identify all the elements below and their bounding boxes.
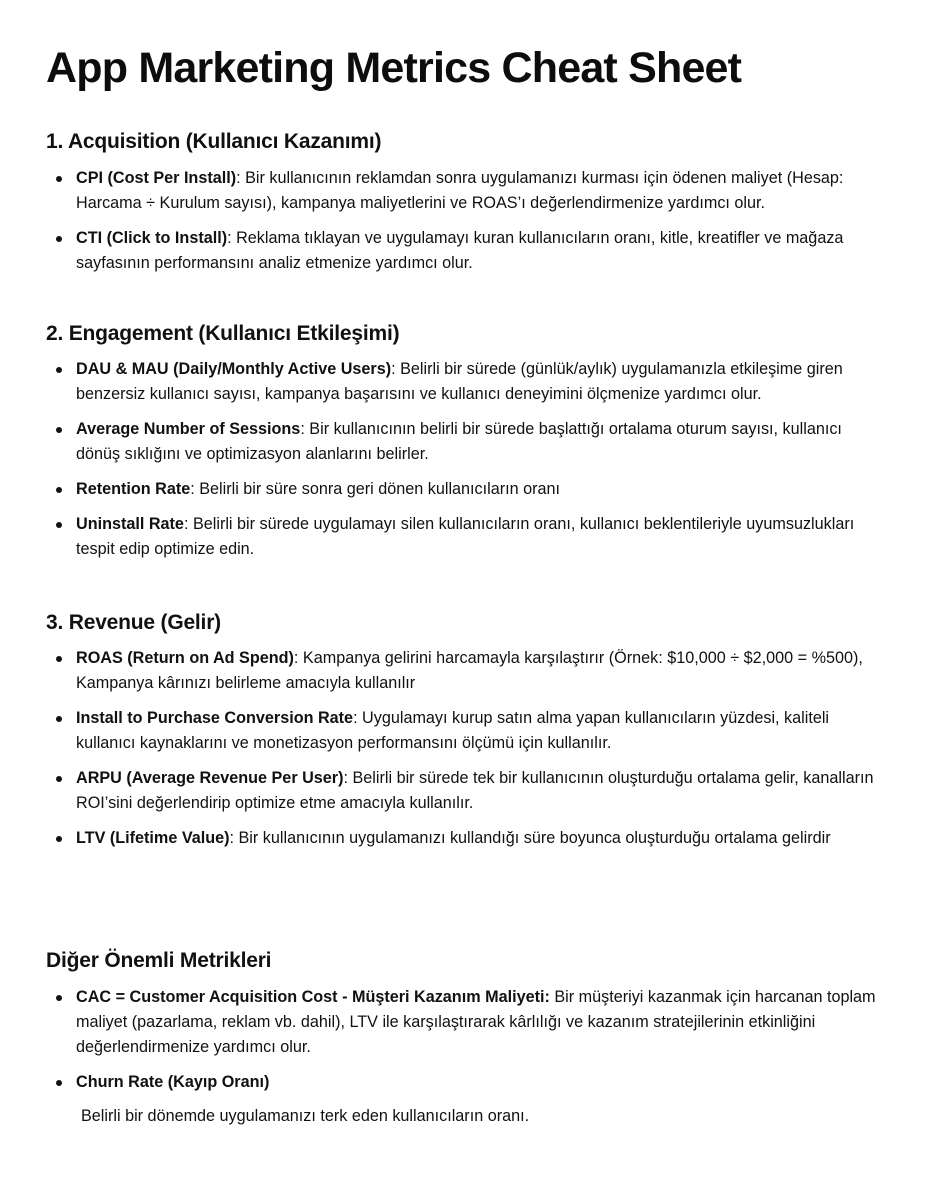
metric-description: : Bir kullanıcının uygulamanızı kullandığı süre boyunca oluşturduğu ortalama gelirdir — [229, 829, 831, 847]
metric-term: Retention Rate — [76, 480, 191, 498]
list-item — [46, 646, 876, 696]
engagement-list — [46, 357, 876, 572]
metric-description: Bir müşteriyi kazanmak için harcanan toplam maliyet (pazarlama, reklam vb. dahil), LTV ile karşılaştırarak kârlılığı ve kazanım stratejilerinin etkinliğini değerlendirmenize yardımcı olur. — [76, 988, 876, 1056]
metric-term: CTI (Click to Install) — [76, 229, 228, 247]
metric-description: : Kampanya gelirini harcamayla karşılaştırır (Örnek: $10,000 ÷ $2,000 = %500), Kampanya kârınızı belirleme amacıyla kullanılır — [76, 649, 863, 692]
revenue-list — [46, 646, 876, 861]
section-heading-engagement: 2. Engagement (Kullanıcı Etkileşimi) — [46, 322, 400, 345]
metric-term: LTV (Lifetime Value) — [76, 829, 230, 847]
acquisition-list — [46, 166, 876, 286]
metric-term: Install to Purchase Conversion Rate — [76, 709, 354, 727]
list-item — [46, 1070, 876, 1095]
metric-description: : Reklama tıklayan ve uygulamayı kuran kullanıcıların oranı, kitle, kreatifler ve mağaza sayfasının performansını analiz etmenize yardımcı olur. — [76, 229, 844, 272]
metric-description: : Belirli bir sürede (günlük/aylık) uygulamanızla etkileşime giren benzersiz kullanıcı sayısı, kampanya başarısını ve kullanıcı deneyimini ölçmenize yardımcı olur. — [76, 360, 843, 403]
metric-term: Uninstall Rate — [76, 515, 184, 533]
metric-term: DAU & MAU (Daily/Monthly Active Users) — [76, 360, 392, 378]
section-heading-acquisition: 1. Acquisition (Kullanıcı Kazanımı) — [46, 130, 382, 153]
list-item — [46, 477, 876, 502]
metric-description: : Bir kullanıcının belirli bir sürede başlattığı ortalama oturum sayısı, kullanıcı dönüş sıklığını ve optimizasyon alanlarını belirler. — [76, 420, 842, 463]
metric-term: Average Number of Sessions — [76, 420, 301, 438]
list-item — [46, 766, 876, 816]
metric-description: : Uygulamayı kurup satın alma yapan kullanıcıların yüzdesi, kaliteli kullanıcı kaynaklarını ve monetizasyon performansını ölçümü için kullanılır. — [76, 709, 830, 752]
section-heading-other-metrics: Diğer Önemli Metrikleri — [46, 949, 272, 972]
metric-description: : Belirli bir süre sonra geri dönen kullanıcıların oranı — [190, 480, 561, 498]
churn-rate-description: Belirli bir dönemde uygulamanızı terk eden kullanıcıların oranı. — [81, 1107, 530, 1125]
metric-description: : Belirli bir sürede tek bir kullanıcının oluşturduğu ortalama gelir, kanalların ROI’sini değerlendirip optimize etme amacıyla kullanılır. — [76, 769, 874, 812]
other-metrics-list — [46, 985, 876, 1105]
list-item — [46, 417, 876, 467]
metric-term: Churn Rate (Kayıp Oranı) — [76, 1073, 270, 1091]
list-item — [46, 166, 876, 216]
list-item — [46, 512, 876, 562]
list-item — [46, 357, 876, 407]
list-item — [46, 985, 876, 1060]
metric-term: CPI (Cost Per Install) — [76, 169, 237, 187]
metric-description: : Bir kullanıcının reklamdan sonra uygulamanızı kurması için ödenen maliyet (Hesap: Harcama ÷ Kurulum sayısı), kampanya maliyetlerini ve ROAS’ı değerlendirmenize yardımcı olur. — [76, 169, 844, 212]
metric-term: ROAS (Return on Ad Spend) — [76, 649, 294, 667]
section-heading-revenue: 3. Revenue (Gelir) — [46, 611, 221, 634]
page-title: App Marketing Metrics Cheat Sheet — [46, 44, 742, 92]
metric-term: ARPU (Average Revenue Per User) — [76, 769, 344, 787]
metric-description: : Belirli bir sürede uygulamayı silen kullanıcıların oranı, kullanıcı beklentileriyle uyumsuzlukları tespit edip optimize edin. — [76, 515, 855, 558]
list-item — [46, 826, 876, 851]
list-item — [46, 226, 876, 276]
list-item — [46, 706, 876, 756]
metric-term: CAC = Customer Acquisition Cost - Müşteri Kazanım Maliyeti: — [76, 988, 550, 1006]
